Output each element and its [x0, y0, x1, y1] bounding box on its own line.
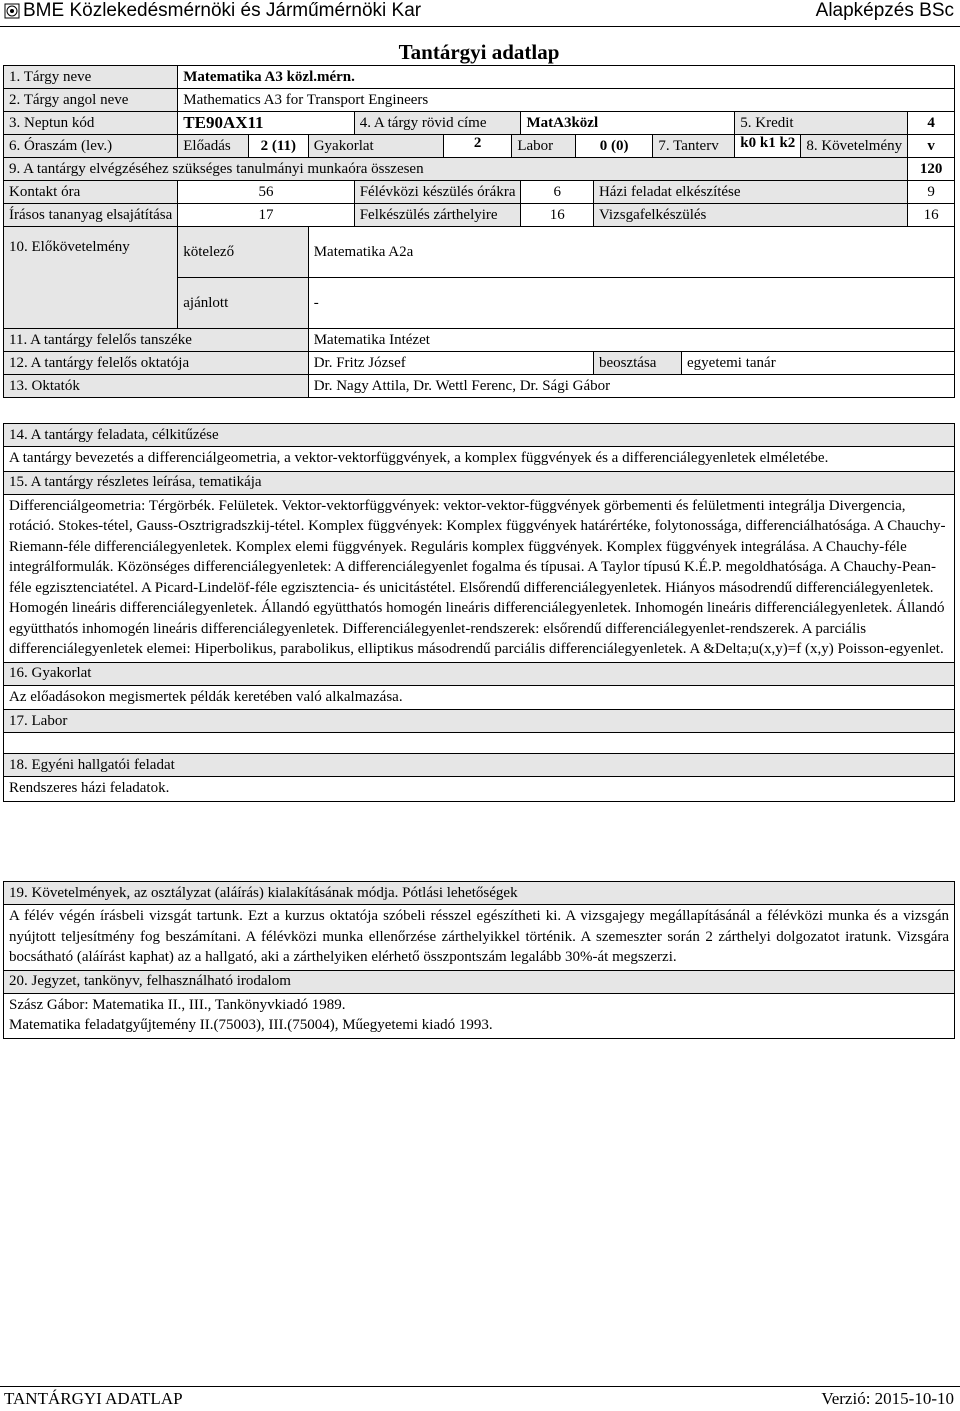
mandatory-prerequisite: Matematika A2a	[308, 227, 954, 278]
curriculum-label: 7. Tanterv	[653, 135, 735, 158]
workload-total: 120	[908, 158, 955, 181]
section-19-text: A félév végén írásbeli vizsgát tartunk. Ezt a kurzus oktatója szóbeli résszel egészítheti ki. A vizsgajegy megállapításánál a félévközi munka és a vizsgán nyújtott teljesítmény fog beszámítani. A félévközi munka ellenőrzése zárthelyikkel történik. A szemeszter során 2 zárthelyi dolgozatot iratunk. Vizsgára bocsátható (aláírást kaphat) az a hallgató, aki a zárthelyiken elérhető összpontszám legalább 30%-át megszerzi.	[4, 905, 955, 971]
bme-logo-icon	[4, 3, 20, 19]
page-title: Tantárgyi adatlap	[4, 40, 955, 66]
short-title: MatA3közl	[521, 112, 735, 135]
responsible-lecturer: Dr. Fritz József	[308, 352, 593, 375]
requirements-table	[3, 881, 955, 1039]
homework-label: Házi feladat elkészítése	[593, 181, 907, 204]
requirement-label: 8. Követelmény	[801, 135, 908, 158]
position-value: egyetemi tanár	[682, 352, 955, 375]
section-16-text: Az előadásokon megismertek példák keretében való alkalmazása.	[4, 685, 955, 710]
recommended-label: ajánlott	[178, 278, 308, 329]
curriculum-value: k0 k1 k2	[735, 135, 801, 158]
neptun-code-label: 3. Neptun kód	[4, 112, 178, 135]
hours-label: 6. Óraszám (lev.)	[4, 135, 178, 158]
section-20-text	[4, 993, 955, 1038]
prerequisite-label: 10. Előkövetelmény	[4, 227, 178, 329]
footer-version: Verzió: 2015-10-10	[821, 1389, 954, 1408]
requirement-value: v	[908, 135, 955, 158]
page-footer	[0, 1386, 960, 1411]
position-label: beosztása	[593, 352, 681, 375]
responsible-label: 12. A tantárgy felelős oktatója	[4, 352, 309, 375]
lab-label: Labor	[512, 135, 575, 158]
section-15-text: Differenciálgeometria: Térgörbék. Felületek. Vektor-vektorfüggvények: vektor-vektor-függvények görbementi és felületmenti integrálja Divergencia, rotáció. Stokes-tétel, Gauss-Osztrigradszkij-tétel. Komplex függvények: Komplex függvények határértéke, folytonossága, differenciálhatósága. A Chauchy-Riemann-féle differenciálegyenletek. Komplex elemi függvények. Reguláris komplex függvények. Komplex függvények integrálása. A Chauchy-féle integrálformulák. Közönséges differenciálegyenletek: A differenciálegyenlet fogalma és típusai. A Taylor típusú K.É.P. megoldhatósága. A Chauchy-Pean-féle egzisztenciatétel. A Picard-Lindelöf-féle egzisztencia- és unicitástétel. Elsőrendű differenciálegyenletek. Hiányos másodrendű differenciálegyenletek. Homogén lineáris differenciálegyenletek. Állandó együtthatós homogén lineáris differenciálegyenletek. Inhomogén lineáris differenciálegyenletek. Állandó együtthatós inhomogén lineáris differenciálegyenletek. Differenciálegyenlet-rendszerek: elsőrendű differenciálegyenlet-rendszerek. A parciális differenciálegyenletek elemei: Hiperbolikus, parabolikus, elliptikus másodrendű parciális differenciálegyenletek. A &Delta;u(x,y)=f (x,y) Poisson-egyenlet.	[4, 494, 955, 662]
credit-label: 5. Kredit	[735, 112, 908, 135]
written-material-label: Írásos tananyag elsajátítása	[4, 204, 178, 227]
semester-prep: 6	[521, 181, 593, 204]
department: Matematika Intézet	[308, 329, 954, 352]
section-19-label: 19. Követelmények, az osztályzat (aláírás) kialakításának módja. Pótlási lehetőségek	[4, 882, 955, 905]
header-left	[4, 0, 421, 22]
footer-title: TANTÁRGYI ADATLAP	[4, 1389, 183, 1408]
recommended-prerequisite: -	[308, 278, 954, 329]
english-name-label: 2. Tárgy angol neve	[4, 89, 178, 112]
short-title-label: 4. A tárgy rövid címe	[354, 112, 521, 135]
section-17-label: 17. Labor	[4, 710, 955, 733]
subject-data-table	[3, 40, 955, 398]
section-17-text	[4, 733, 955, 754]
reference-2: Matematika feladatgyűjtemény II.(75003), III.(75004), Műegyetemi kiadó 1993.	[9, 1017, 493, 1033]
description-table	[3, 423, 955, 802]
subject-name: Matematika A3 közl.mérn.	[178, 66, 955, 89]
subject-name-label: 1. Tárgy neve	[4, 66, 178, 89]
lecture-label: Előadás	[178, 135, 249, 158]
contact-hours-label: Kontakt óra	[4, 181, 178, 204]
section-14-label: 14. A tantárgy feladata, célkitűzése	[4, 424, 955, 447]
header-program: Alapképzés BSc	[815, 0, 954, 21]
section-18-label: 18. Egyéni hallgatói feladat	[4, 754, 955, 777]
contact-hours: 56	[178, 181, 354, 204]
section-14-text: A tantárgy bevezetés a differenciálgeometria, a vektor-vektorfüggvények, a komplex függvények és a differenciálegyenletek elméletébe.	[4, 447, 955, 472]
credit-value: 4	[908, 112, 955, 135]
written-material: 17	[178, 204, 354, 227]
department-label: 11. A tantárgy felelős tanszéke	[4, 329, 309, 352]
section-18-text: Rendszeres házi feladatok.	[4, 777, 955, 802]
exam-prep-label: Vizsgafelkészülés	[593, 204, 907, 227]
exam-prep: 16	[908, 204, 955, 227]
section-15-label: 15. A tantárgy részletes leírása, tematikája	[4, 471, 955, 494]
workload-total-label: 9. A tantárgy elvégzéséhez szükséges tanulmányi munkaóra összesen	[4, 158, 908, 181]
midterm-prep-label: Felkészülés zárthelyire	[354, 204, 521, 227]
midterm-prep: 16	[521, 204, 593, 227]
homework-hours: 9	[908, 181, 955, 204]
instructors-label: 13. Oktatók	[4, 375, 309, 398]
section-16-label: 16. Gyakorlat	[4, 662, 955, 685]
practice-label: Gyakorlat	[308, 135, 443, 158]
section-20-label: 20. Jegyzet, tankönyv, felhasználható irodalom	[4, 970, 955, 993]
practice-hours: 2	[443, 135, 512, 158]
reference-1: Szász Gábor: Matematika II., III., Tankönyvkiadó 1989.	[9, 996, 346, 1013]
semester-prep-label: Félévközi készülés órákra	[354, 181, 521, 204]
english-name: Mathematics A3 for Transport Engineers	[178, 89, 955, 112]
lecture-hours: 2 (11)	[248, 135, 308, 158]
header-faculty: BME Közlekedésmérnöki és Járműmérnöki Kar	[23, 0, 422, 21]
instructors: Dr. Nagy Attila, Dr. Wettl Ferenc, Dr. Sági Gábor	[308, 375, 954, 398]
page-header	[0, 0, 960, 27]
mandatory-label: kötelező	[178, 227, 308, 278]
neptun-code: TE90AX11	[178, 112, 354, 135]
lab-hours: 0 (0)	[575, 135, 653, 158]
